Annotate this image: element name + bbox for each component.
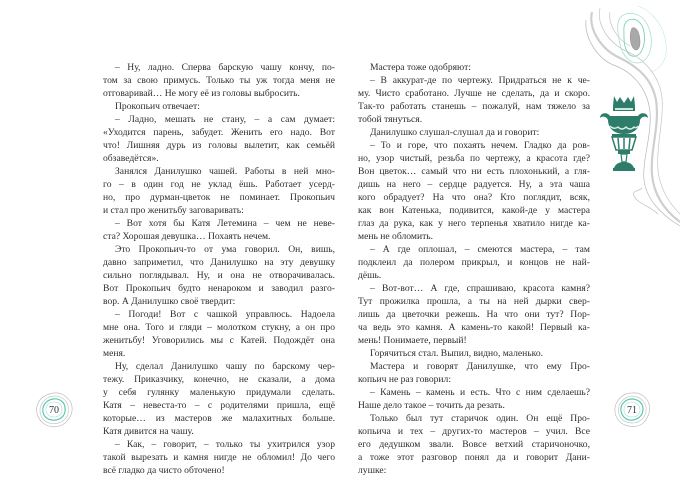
text-line: му. Чисто сработано. Лучше не сделать, да и скоро. <box>358 88 590 99</box>
text-line: как вон Катенька, подивится, какой-де у мастера <box>358 205 590 216</box>
text-line: том за свою примусь. Только ты уж тогда меня не <box>103 75 335 86</box>
page-number-badge-right <box>612 391 652 429</box>
text-line: кого обрадует? На что она? Кто поглядит, всяк, <box>358 192 590 203</box>
text-line: вор. А Данилушко своё твердит: <box>103 296 236 307</box>
text-line: лишь да цветочки режешь. На что они тут? Пор- <box>358 309 590 320</box>
text-line: что! Лишняя дурь из головы вылетит, как семьёй <box>103 140 335 151</box>
text-line: Горячиться стал. Выпил, видно, маленько. <box>370 348 544 359</box>
text-line: – Погоди! Вот с чашкой управлюсь. Надоела <box>115 309 335 320</box>
text-line: которые… из мастеров же малахитных больше. <box>103 413 335 424</box>
text-line: давно заприметил, что Данилушко на эту девушку <box>103 257 335 268</box>
text-line: – Камень – камень и есть. Что с ним сделаешь? <box>370 387 590 398</box>
text-line: ча ведь это камня. А камень-то какой! Первый ка- <box>358 322 590 333</box>
page-number: 70 <box>49 404 59 416</box>
text-line: Прокопьич отвечает: <box>115 101 200 112</box>
text-line: но, узор чистый, резьба по чертежу, а красота где? <box>358 153 590 164</box>
text-line: отговаривай… Не могу её из головы выбросить. <box>103 88 300 99</box>
text-line: го – в один год не уклад ёшь. Работает усерд- <box>103 179 335 190</box>
text-line: а тоже этот разговор понял да и говорит Дани- <box>358 452 590 463</box>
text-line: мень не обломить. <box>358 231 434 242</box>
text-line: копьича и тех – других-то мастеров – учил. Все <box>358 426 590 437</box>
text-line: сильно поглядывал. Ну, и она не отворачивалась. <box>103 270 335 281</box>
text-line: Это Прокопьич-то от ума говорил. Он, вишь, <box>115 244 335 255</box>
text-line: Вон цветок… самый что ни есть плохонький, а гля- <box>358 166 590 177</box>
text-line: и стал про женитьбу заговаривать: <box>103 205 244 216</box>
text-line: Данилушко слушал-слушал да и говорит: <box>370 127 540 138</box>
text-line: ста? Хорошая девушка… Похаять нечем. <box>103 231 271 242</box>
text-line: Только был тут старичок один. Он ещё Про- <box>370 413 590 424</box>
text-line: но, про дурман-цветок не поминает. Прокопьич <box>103 192 335 203</box>
text-line: – Ну, ладно. Сперва барскую чашу кончу, по- <box>115 62 335 73</box>
text-line: дёшь. <box>358 270 382 281</box>
right-page <box>340 0 680 476</box>
left-page <box>0 0 340 476</box>
text-line: копьич не раз говорил: <box>358 374 452 385</box>
text-line: – Как, – говорит, – только ты ухитрился узор <box>115 439 335 450</box>
text-line: подклеил да полером прикрыл, и концов не най- <box>358 257 590 268</box>
text-line: Мастера и говорят Данилушке, что ему Про- <box>370 361 590 372</box>
left-page-text <box>103 61 335 477</box>
text-line: у себя гулянку маленькую придумали сделать. <box>103 387 335 398</box>
text-line: такой вырезать и камня нигде не обломил! До чего <box>103 452 335 463</box>
text-line: женитьбу! Уговорились мы с Катей. Подождёт она <box>103 335 335 346</box>
text-line: обзаведётся». <box>103 153 159 164</box>
text-line: Тут прожилка прошла, а ты на ней дырки свер- <box>358 296 590 307</box>
text-line: – В аккурат-де по чертежу. Придраться не к че- <box>370 75 590 86</box>
page-number: 71 <box>627 404 637 416</box>
text-line: тежу. Приказчику, конечно, не сказали, а дома <box>103 374 335 385</box>
text-line: Ну, сделал Данилушко чашу по барскому чер- <box>115 361 335 372</box>
text-line: – Вот хотя бы Катя Летемина – чем не неве- <box>115 218 335 229</box>
text-line: глаз да рука, как у него терпенья хватило нигде ка- <box>358 218 590 229</box>
text-line: «Уходится парень, забудет. Женить его надо. Вот <box>103 127 335 138</box>
text-line: всё гладко да чисто обточено! <box>103 465 225 476</box>
text-line: дишь на него – сердце радуется. Ну, а эта чаша <box>358 179 590 190</box>
right-page-text <box>358 61 590 477</box>
text-line: Катя – невеста-то – с родителями пришла, ещё <box>103 400 335 411</box>
text-line: лушке: <box>358 465 387 476</box>
text-line: – Вот-вот… А где, спрашиваю, красота камня? <box>370 283 590 294</box>
text-line: мень! Понимаете, первый! <box>358 335 467 346</box>
text-line: меня. <box>103 348 126 359</box>
page-number-badge-left <box>34 391 74 429</box>
text-line: тобой тянуться. <box>358 114 423 125</box>
text-line: Занялся Данилушко чашей. Работы в ней мно- <box>115 166 335 177</box>
text-line: Наше дело такое – точить да резать. <box>358 400 505 411</box>
text-line: мне она. Того и гляди – молотком стукну, а он про <box>103 322 335 333</box>
text-line: его дедушком звали. Вовсе ветхий старичоночко, <box>358 439 590 450</box>
text-line: – А где оплошал, – смеются мастера, – там <box>370 244 590 255</box>
text-line: – Ладно, мешать не стану, – а сам думает: <box>115 114 335 125</box>
text-line: – То и горе, что похаять нечем. Гладко да ров- <box>370 140 590 151</box>
malachite-vase-icon <box>598 94 650 174</box>
text-line: Мастера тоже одобряют: <box>370 62 471 73</box>
text-line: Так-то работать станешь – пожалуй, нам тяжело за <box>358 101 590 112</box>
text-line: Вот Прокопьич будто ненароком и заводил разго- <box>103 283 335 294</box>
text-line: Катя дивится на чашу. <box>103 426 194 437</box>
